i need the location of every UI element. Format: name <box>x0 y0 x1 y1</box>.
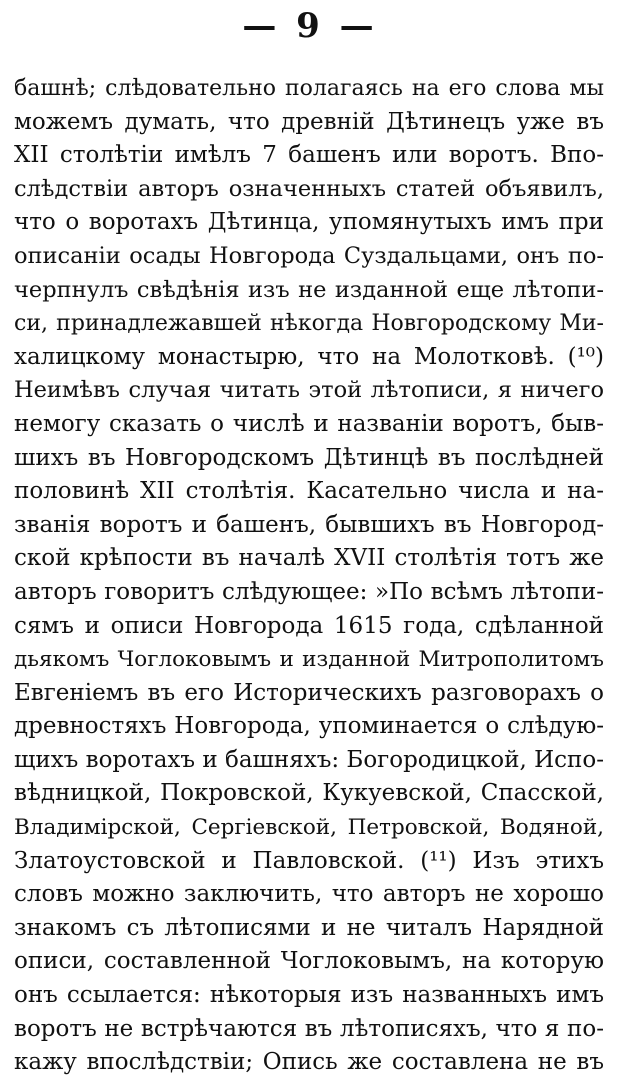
text-line: авторъ говоритъ слѣдующее: »По всѣмъ лѣтопи- <box>14 578 604 605</box>
text-line: ской крѣпости въ началѣ XVII столѣтія тотъ же <box>14 545 604 572</box>
text-line: древностяхъ Новгорода, упоминается о слѣдую- <box>14 713 604 740</box>
page-number: — 9 — <box>242 6 378 46</box>
text-line: вѣдницкой, Покровской, Кукуевской, Спасской, <box>14 780 604 807</box>
text-line: Неимѣвъ случая читать этой лѣтописи, я ничего <box>14 377 604 404</box>
text-line: что о воротахъ Дѣтинца, упомянутыхъ имъ при <box>14 209 604 236</box>
text-line: черпнулъ свѣдѣнія изъ не изданной еще лѣтопи- <box>14 276 604 303</box>
text-line: дьякомъ Чоглоковымъ и изданной Митрополитомъ <box>14 647 604 673</box>
text-line: Владимірской, Сергіевской, Петровской, Водяной, <box>14 815 604 841</box>
text-line: воротъ не встрѣчаются въ лѣтописяхъ, что я по- <box>14 1015 604 1042</box>
text-line: сямъ и описи Новгорода 1615 года, сдѣланной <box>14 612 604 639</box>
text-line: кажу впослѣдствіи; Опись же составлена не въ <box>14 1049 604 1076</box>
text-line: Златоустовской и Павловской. (¹¹) Изъ этихъ <box>14 847 604 874</box>
text-line: Евгеніемъ въ его Историческихъ разговорахъ о <box>14 679 604 706</box>
text-line: немогу сказать о числѣ и названіи воротъ, быв- <box>14 410 604 437</box>
text-line: описаніи осады Новгорода Суздальцами, онъ по- <box>14 242 604 269</box>
text-line: онъ ссылается: нѣкоторыя изъ названныхъ имъ <box>14 982 604 1009</box>
text-line: званія воротъ и башенъ, бывшихъ въ Новгород- <box>14 511 604 538</box>
text-line: описи, составленной Чоглоковымъ, на которую <box>14 948 604 975</box>
text-line: можемъ думать, что древній Дѣтинецъ уже въ <box>14 108 604 135</box>
text-line: си, принадлежавшей нѣкогда Новгородскому Ми- <box>14 311 604 337</box>
text-line: знакомъ съ лѣтописями и не читалъ Нарядной <box>14 914 604 941</box>
text-line: словъ можно заключить, что авторъ не хорошо <box>14 881 604 908</box>
text-line: XII столѣтіи имѣлъ 7 башенъ или воротъ. Впо- <box>14 142 604 169</box>
body-text <box>14 72 604 1080</box>
text-line: слѣдствіи авторъ означенныхъ статей объявилъ, <box>14 175 604 202</box>
text-line: халицкому монастырю, что на Молотковѣ. (¹⁰) <box>14 343 604 370</box>
text-line: щихъ воротахъ и башняхъ: Богородицкой, Испо- <box>14 746 604 773</box>
text-line: шихъ въ Новгородскомъ Дѣтинцѣ въ послѣдней <box>14 444 604 471</box>
text-line: половинѣ XII столѣтія. Касательно числа и на- <box>14 478 604 505</box>
text-line: башнѣ; слѣдовательно полагаясь на его слова мы <box>14 76 604 101</box>
